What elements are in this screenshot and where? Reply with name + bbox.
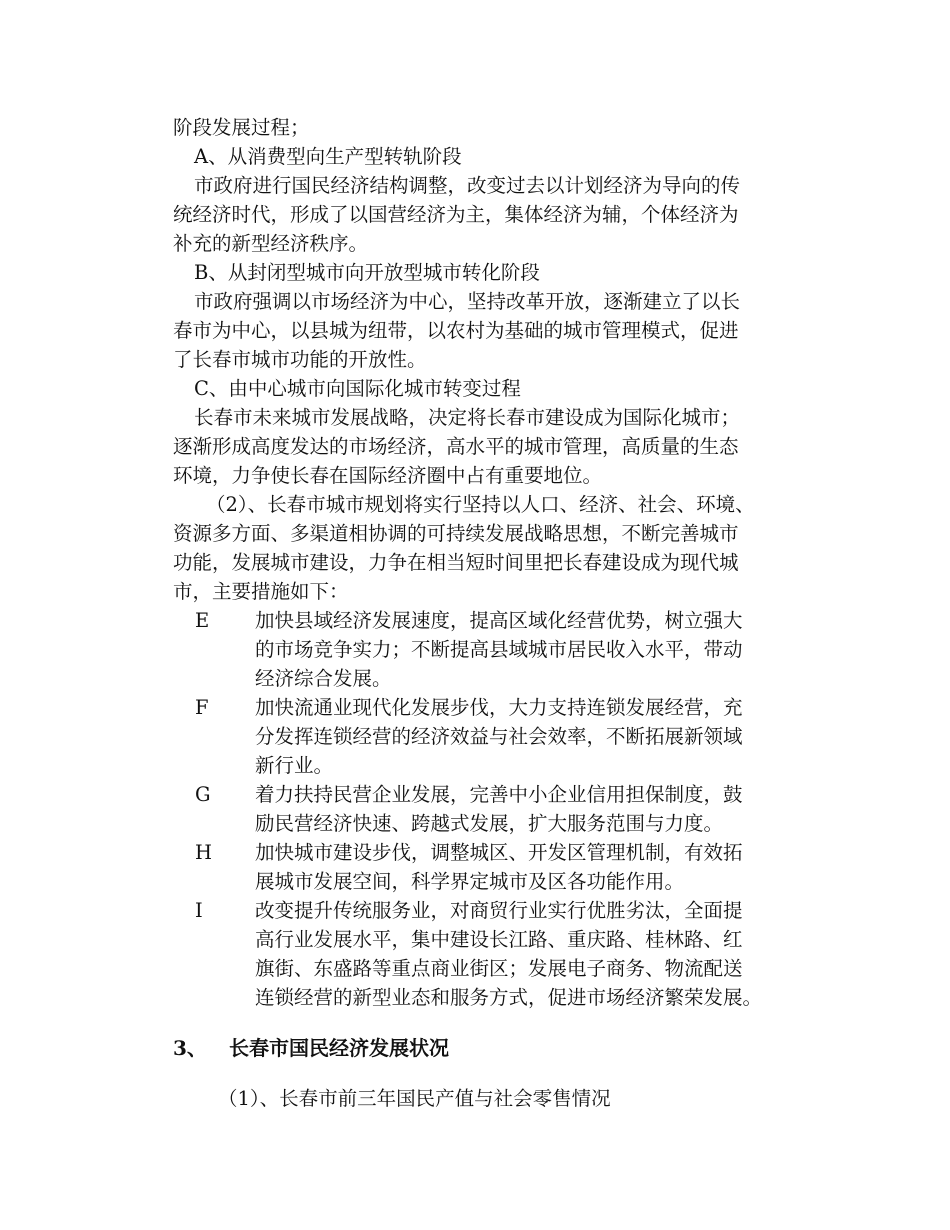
list-marker: H: [195, 841, 213, 864]
section-a-title: A、从消费型向生产型转轨阶段: [194, 145, 462, 168]
section-c-line: 长春市未来城市发展战略，决定将长春市建设成为国际化城市；: [194, 406, 741, 429]
measure-line: 励民营经济快速、跨越式发展，扩大服务范围与力度。: [255, 812, 724, 835]
section-b-line: 市政府强调以市场经济为中心，坚持改革开放，逐渐建立了以长: [194, 290, 741, 313]
measure-item-h: [173, 838, 833, 896]
point2-line: 资源多方面、多渠道相协调的可持续发展战略思想，不断完善城市: [173, 522, 739, 545]
list-marker: F: [195, 696, 209, 719]
measure-line: 连锁经营的新型业态和服务方式，促进市场经济繁荣发展。: [255, 986, 763, 1009]
section-title: 长春市国民经济发展状况: [229, 1036, 449, 1060]
point2-line: 市，主要措施如下：: [173, 580, 349, 603]
section-a-line: 市政府进行国民经济结构调整，改变过去以计划经济为导向的传: [194, 174, 741, 197]
point2-line: 功能，发展城市建设，力争在相当短时间里把长春建设成为现代城: [173, 551, 739, 574]
measure-line: 加快流通业现代化发展步伐，大力支持连锁发展经营，充: [255, 696, 743, 719]
list-marker: G: [195, 783, 211, 806]
measure-line: 的市场竞争实力；不断提高县域城市居民收入水平，带动: [255, 638, 743, 661]
measure-line: 改变提升传统服务业，对商贸行业实行优胜劣汰，全面提: [255, 899, 743, 922]
list-marker: E: [195, 609, 210, 632]
section-b-line: 了长春市城市功能的开放性。: [173, 348, 427, 371]
measure-item-g: [173, 780, 833, 838]
measure-line: 展城市发展空间，科学界定城市及区各功能作用。: [255, 870, 685, 893]
measure-line: 加快城市建设步伐，调整城区、开发区管理机制，有效拓: [255, 841, 743, 864]
section-a-line: 统经济时代，形成了以国营经济为主，集体经济为辅，个体经济为: [173, 203, 739, 226]
measure-line: 分发挥连锁经营的经济效益与社会效率，不断拓展新领域: [255, 725, 743, 748]
measure-item-e: [173, 606, 833, 693]
section-b-line: 春市为中心，以县城为纽带，以农村为基础的城市管理模式，促进: [173, 319, 739, 342]
measure-line: 加快县域经济发展速度，提高区域化经营优势，树立强大: [255, 609, 743, 632]
section-3-heading: [173, 1033, 833, 1063]
sub-heading: （1）、长春市前三年国民产值与社会零售情况: [218, 1087, 611, 1110]
point2-line: （2）、长春市城市规划将实行坚持以人口、经济、社会、环境、: [206, 493, 755, 516]
measure-line: 经济综合发展。: [255, 667, 392, 690]
section-c-line: 逐渐形成高度发达的市场经济，高水平的城市管理，高质量的生态: [173, 435, 739, 458]
measure-line: 高行业发展水平，集中建设长江路、重庆路、桂林路、红: [255, 928, 743, 951]
intro-line: 阶段发展过程；: [173, 116, 310, 139]
measure-line: 旗街、东盛路等重点商业街区；发展电子商务、物流配送: [255, 957, 743, 980]
measure-line: 新行业。: [255, 754, 334, 777]
document-page: [173, 113, 833, 1133]
section-c-title: C、由中心城市向国际化城市转变过程: [194, 377, 521, 400]
section-a-line: 补充的新型经济秩序。: [173, 232, 369, 255]
measure-item-f: [173, 693, 833, 780]
list-marker: I: [195, 899, 203, 922]
section-c-line: 环境，力争使长春在国际经济圈中占有重要地位。: [173, 464, 603, 487]
section-number: 3、: [173, 1036, 207, 1060]
measure-item-i: [173, 896, 833, 1012]
measure-line: 着力扶持民营企业发展，完善中小企业信用担保制度，鼓: [255, 783, 743, 806]
section-b-title: B、从封闭型城市向开放型城市转化阶段: [194, 261, 540, 284]
